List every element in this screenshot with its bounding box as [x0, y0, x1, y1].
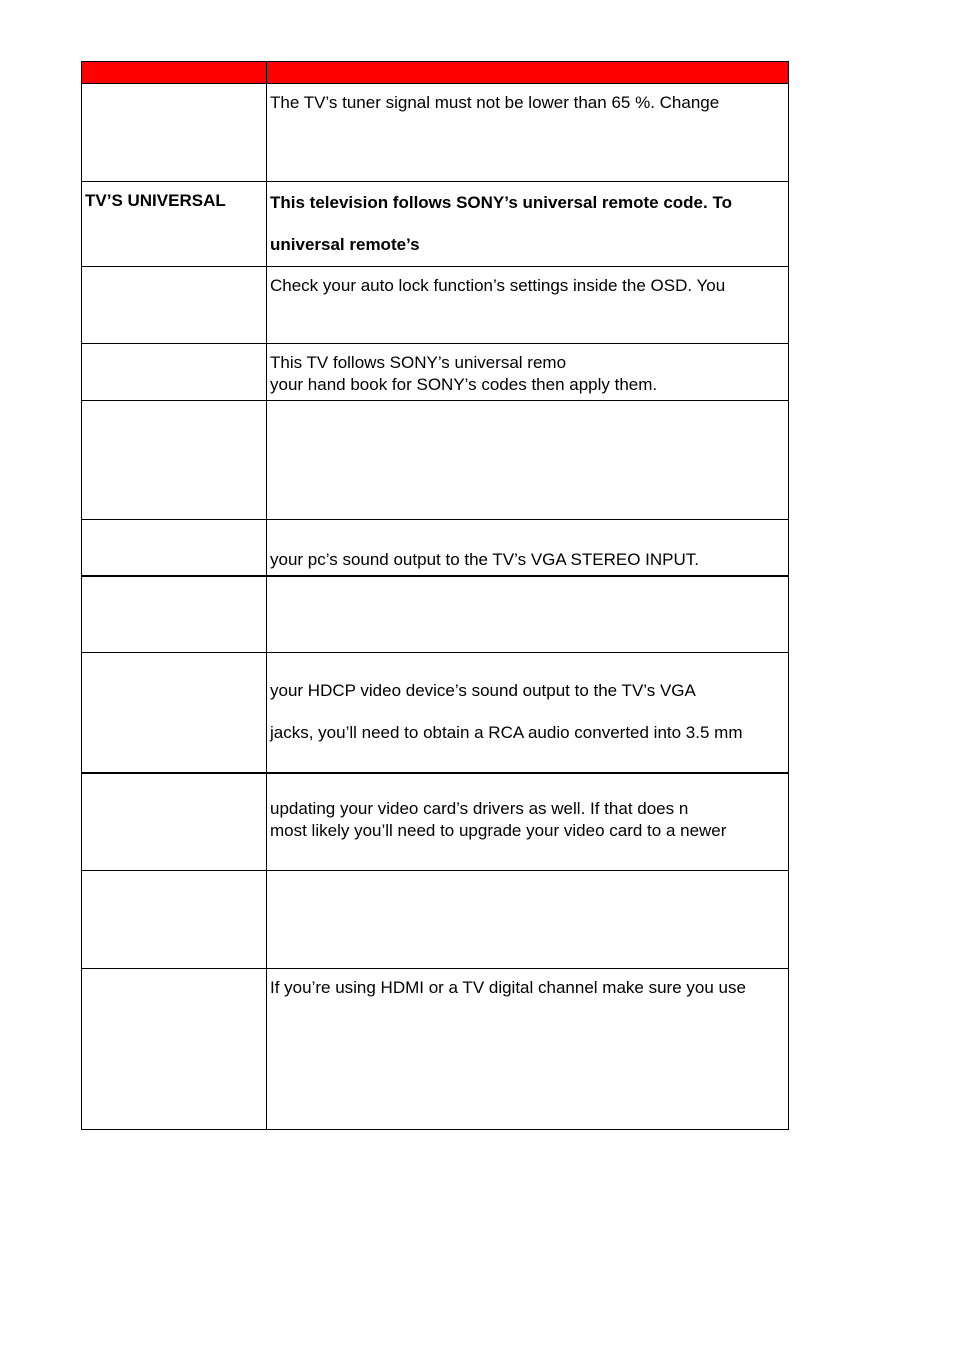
troubleshooting-table — [81, 61, 789, 1130]
row-text: updating your video card’s drivers as well. If that does n most likely you’ll need to upgrade your video card to a newer — [267, 773, 789, 871]
row-label — [82, 520, 267, 576]
row-label — [82, 653, 267, 773]
row-label — [82, 267, 267, 344]
row-text — [267, 871, 789, 969]
row-text: The TV’s tuner signal must not be lower than 65 %. Change — [267, 84, 789, 182]
table-row — [82, 653, 789, 773]
row-text: your pc’s sound output to the TV’s VGA STEREO INPUT. — [267, 520, 789, 576]
row-text: your HDCP video device’s sound output to the TV’s VGA jacks, you’ll need to obtain a RCA audio converted into 3.5 mm — [267, 653, 789, 773]
row-label — [82, 401, 267, 520]
row-text: Check your auto lock function’s settings inside the OSD. You — [267, 267, 789, 344]
row-text: This TV follows SONY’s universal remo your hand book for SONY’s codes then apply them. — [267, 344, 789, 401]
row-label — [82, 871, 267, 969]
table-row — [82, 871, 789, 969]
table-row — [82, 773, 789, 871]
header-cell-solution — [267, 62, 789, 84]
table-row — [82, 182, 789, 267]
row-label — [82, 969, 267, 1130]
table-row — [82, 84, 789, 182]
row-label — [82, 773, 267, 871]
row-text: If you’re using HDMI or a TV digital channel make sure you use — [267, 969, 789, 1130]
table-row — [82, 267, 789, 344]
row-label — [82, 576, 267, 653]
table-row — [82, 576, 789, 653]
row-label — [82, 344, 267, 401]
table-header-row — [82, 62, 789, 84]
table-row — [82, 969, 789, 1130]
row-text: This television follows SONY’s universal remote code. To universal remote’s — [267, 182, 789, 267]
row-label — [82, 84, 267, 182]
row-text — [267, 401, 789, 520]
table-row — [82, 520, 789, 576]
row-text — [267, 576, 789, 653]
table-row — [82, 401, 789, 520]
table-row — [82, 344, 789, 401]
header-cell-problem — [82, 62, 267, 84]
row-label: TV’S UNIVERSAL — [82, 182, 267, 267]
